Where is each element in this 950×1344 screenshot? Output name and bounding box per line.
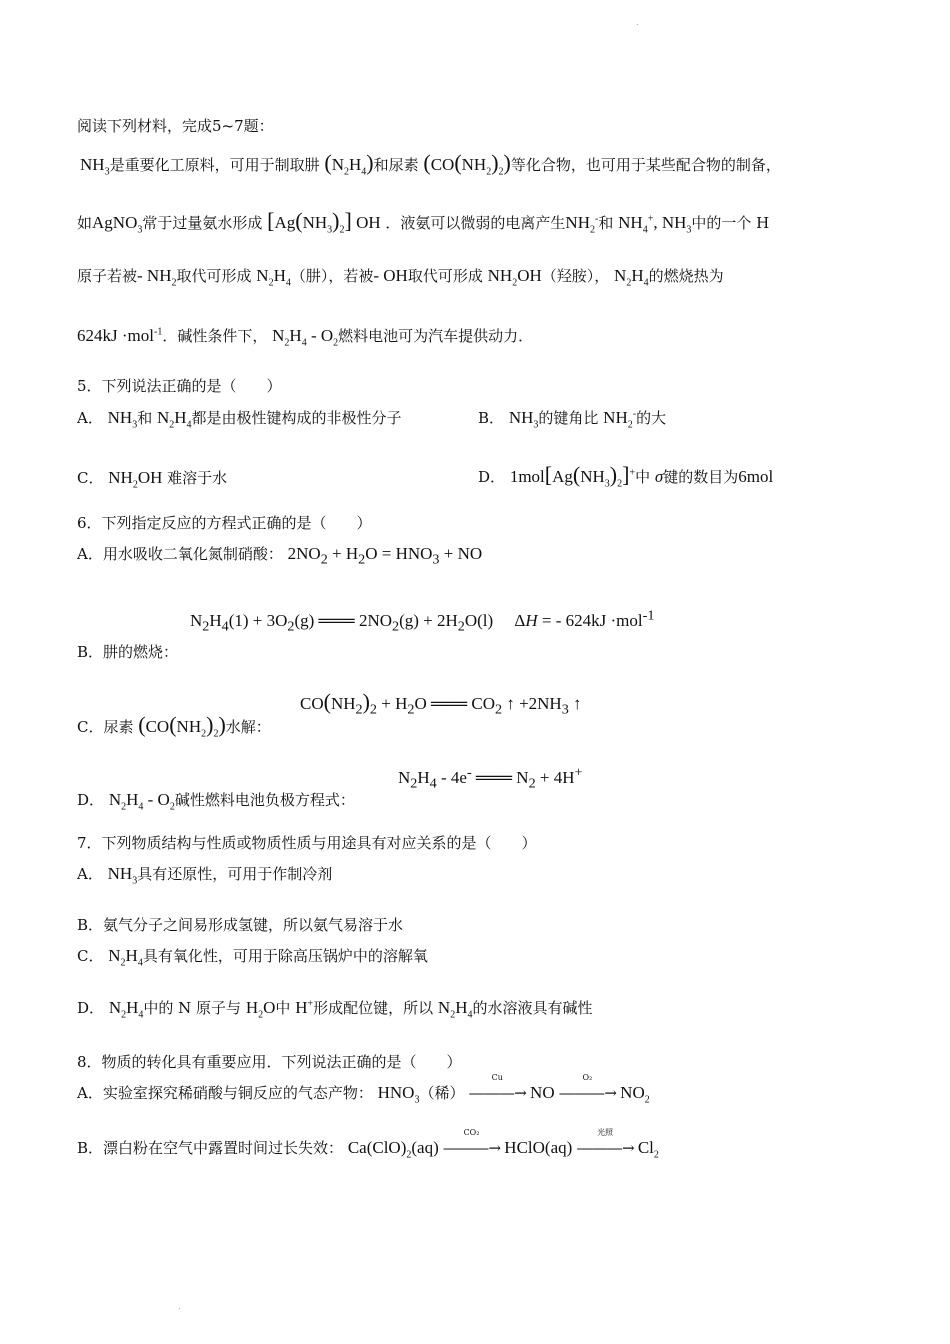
material-line-2: 如AgNO$_3$常于过量氨水形成 $[Ag(NH_3)_2]$ OH ．液氨可以微弱的电离产生$NH_2^-$和 $NH_4^+$, $NH_3$中的一个 H <box>77 208 770 236</box>
formula-n2h4: $N_2H_4$ <box>614 266 649 289</box>
material-line-4: 624kJ ·mol$^{-1}$．碱性条件下， $N_2H_4 - O_2$燃料电池可为汽车提供动力． <box>77 326 534 349</box>
q5-option-d[interactable]: D． $1mol[Ag(NH_3)_2]^+$中 σ键的数目为6mol <box>478 462 774 490</box>
formula-nh4-plus-nh3: $NH_4^+$, $NH_3$ <box>618 213 692 236</box>
q5-option-a[interactable]: A． $NH_3$和 $N_2H_4$都是由极性键构成的非极性分子 <box>77 408 402 431</box>
q6-stem: 6．下列指定反应的方程式正确的是（ ） <box>77 514 372 532</box>
formula-nh3: $NH_3$ <box>107 408 138 431</box>
q5-option-c[interactable]: C． $NH_2OH$ 难溶于水 <box>77 468 228 491</box>
q8-option-a[interactable]: A．实验室探究稀硝酸与铜反应的气态产物： $HNO_3$（稀） Cu ―――→ NO O₂ ―――→ $NO_2$ <box>77 1073 650 1106</box>
formula-nh2-minus: $NH_2^-$ <box>565 213 599 236</box>
material-intro: 阅读下列材料，完成5~7题： <box>77 117 274 135</box>
q6-option-d[interactable]: D． $N_2H_4 - O_2$碱性燃料电池负极方程式： <box>77 790 355 813</box>
formula-n2h4-o2: $N_2H_4 - O_2$ <box>108 790 175 813</box>
formula-oh-group: - OH <box>373 266 408 285</box>
formula-ag-complex-oh: $[Ag(NH_3)_2]$ OH <box>267 208 381 236</box>
formula-ca-clo2: $Ca(ClO)_2(aq)$ <box>347 1138 439 1161</box>
formula-hclo: HClO(aq) <box>504 1138 573 1157</box>
formula-no2: $NO_2$ <box>620 1083 650 1106</box>
formula-h-plus: H+ <box>295 998 314 1017</box>
formula-ag-complex-ion: $1mol[Ag(NH_3)_2]^+$ <box>509 462 636 490</box>
formula-n2h4: $N_2H_4$ <box>108 998 144 1021</box>
q8-stem: 8．物质的转化具有重要应用．下列说法正确的是（ ） <box>77 1053 462 1071</box>
formula-nh2oh: $NH_2OH$ <box>487 266 542 289</box>
value-combustion-heat: 624kJ ·mol$^{-1}$ <box>77 326 163 345</box>
formula-h2o: $H_2O$ <box>245 998 276 1021</box>
formula-n2h4: $(N_2H_4)$ <box>324 150 374 178</box>
formula-nh3: $NH_3$ <box>107 864 138 887</box>
formula-n2h4: $N_2H_4$ <box>108 946 143 969</box>
reaction-arrow-light: 光照 ―――→ <box>577 1128 635 1157</box>
material-line-1: $NH_3$是重要化工原料，可用于制取肼 $(N_2H_4)$和尿素 $(CO(NH_2)_2)$等化合物，也可用于某些配合物的制备， <box>80 150 781 178</box>
formula-nh3: $NH_3$ <box>80 155 110 178</box>
q7-option-b[interactable]: B．氨气分子之间易形成氢键，所以氨气易溶于水 <box>77 916 404 934</box>
material-line-3: 原子若被- $NH_2$取代可形成 $N_2H_4$（肼），若被- OH取代可形成 $NH_2OH$（羟胺）， $N_2H_4$的燃烧热为 <box>77 266 724 289</box>
q6-option-b[interactable]: B．肼的燃烧： <box>77 643 179 661</box>
decorative-dot: . <box>636 18 639 27</box>
q7-option-c[interactable]: C． $N_2H_4$具有氧化性，可用于除高压锅炉中的溶解氧 <box>77 946 428 969</box>
formula-n2h4: $N_2H_4$ <box>256 266 291 289</box>
formula-agno3: AgNO$_3$ <box>92 213 143 236</box>
formula-nh2-minus: $NH_2^-$ <box>603 408 637 431</box>
equation-urea-hydrolysis: $CO(NH_2)_2 + H_2O$ ═══ $CO_2$ ↑ $+2NH_3$ ↑ <box>300 689 582 718</box>
symbol-sigma: σ <box>654 467 664 486</box>
formula-no: NO <box>530 1083 555 1102</box>
formula-urea: $(CO(NH_2)_2)$ <box>138 712 226 740</box>
formula-nh2oh: $NH_2OH$ <box>108 468 163 491</box>
q5-stem: 5．下列说法正确的是（ ） <box>77 377 282 395</box>
q7-option-d[interactable]: D． $N_2H_4$中的 N 原子与 $H_2O$中 H+形成配位键，所以 $N_2H_4$的水溶液具有碱性 <box>77 998 593 1021</box>
value-6mol: 6mol <box>738 467 774 486</box>
equation-hydrazine-combustion: $N_2H_4(1) + 3O_2(g)$ ═══ $2NO_2(g) + 2H_2O(l)$ ΔH = - 624kJ ·mol$^{-1}$ <box>190 607 655 635</box>
formula-hno3: $HNO_3$ <box>377 1083 420 1106</box>
q8-option-b[interactable]: B．漂白粉在空气中露置时间过长失效： $Ca(ClO)_2(aq)$ CO₂ ―――→ HClO(aq) 光照 ―――→ $Cl_2$ <box>77 1128 659 1161</box>
reaction-arrow-o2: O₂ ―――→ <box>559 1073 617 1102</box>
formula-urea: $(CO(NH_2)_2)$ <box>423 150 511 178</box>
decorative-dot: . <box>178 1302 181 1311</box>
formula-n2h4: $N_2H_4$ <box>156 408 192 431</box>
q6-option-a[interactable]: A．用水吸收二氧化氮制硝酸： $2NO_2 + H_2O = HNO_3$ + NO <box>77 544 483 568</box>
equation-no2-water: $2NO_2 + H_2O = HNO_3$ + NO <box>287 544 483 568</box>
reaction-arrow-co2: CO₂ ―――→ <box>443 1128 502 1157</box>
equation-anode: $N_2H_4 - 4e^-$ ═══ $N_2 + 4H^+$ <box>398 764 583 792</box>
formula-nh2-group: - $NH_2$ <box>137 266 177 289</box>
reaction-arrow-cu: Cu ―――→ <box>469 1073 527 1102</box>
q7-stem: 7．下列物质结构与性质或物质性质与用途具有对应关系的是（ ） <box>77 834 537 852</box>
formula-nh3: $NH_3$ <box>508 408 539 431</box>
formula-cl2: $Cl_2$ <box>637 1138 659 1161</box>
q6-option-c[interactable]: C．尿素 $(CO(NH_2)_2)$水解： <box>77 712 271 740</box>
q7-option-a[interactable]: A． $NH_3$具有还原性，可用于作制冷剂 <box>77 864 333 887</box>
formula-n2h4: $N_2H_4$ <box>437 998 473 1021</box>
formula-n2h4-o2: $N_2H_4 - O_2$ <box>272 326 339 349</box>
q5-option-b[interactable]: B． $NH_3$的键角比 $NH_2^-$的大 <box>478 408 667 431</box>
